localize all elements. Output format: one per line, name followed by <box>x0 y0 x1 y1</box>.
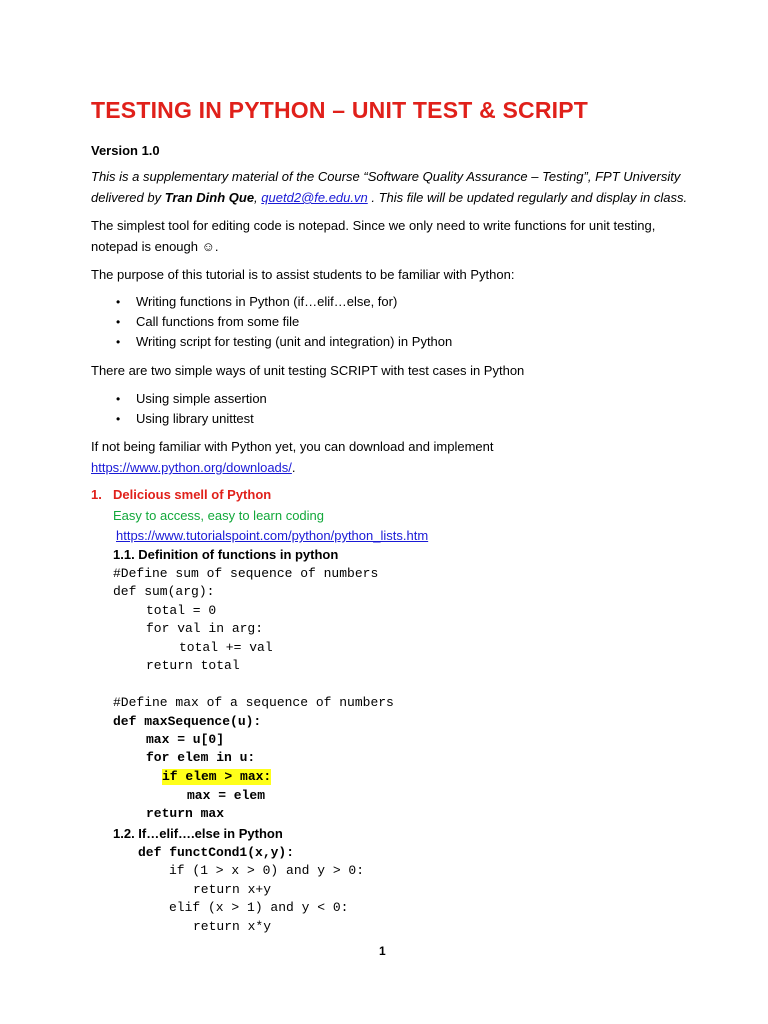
tool-line-1: The simplest tool for editing code is notepad. Since we only need to write functions for unit testing, <box>91 218 656 233</box>
version-label: Version 1.0 <box>91 143 160 158</box>
list-item: Call functions from some file <box>136 314 300 329</box>
intro-comma: , <box>254 190 262 205</box>
intro-line-1: This is a supplementary material of the Course “Software Quality Assurance – Testing”, FPT University <box>91 169 681 184</box>
section-1-number: 1. <box>91 487 102 502</box>
download-line: If not being familiar with Python yet, you can download and implement <box>91 439 494 454</box>
python-download-link[interactable]: https://www.python.org/downloads/ <box>91 460 292 475</box>
list-item: Writing script for testing (unit and integration) in Python <box>136 334 453 349</box>
code-line: return total <box>146 658 240 673</box>
tutorialspoint-link[interactable]: https://www.tutorialspoint.com/python/python_lists.htm <box>116 528 429 543</box>
bullet-icon: • <box>116 335 121 349</box>
code-line: for val in arg: <box>146 621 264 636</box>
code-line: #Define sum of sequence of numbers <box>113 566 379 581</box>
page-number: 1 <box>379 944 386 958</box>
code-line: max = u[0] <box>146 732 225 747</box>
bullet-icon: • <box>116 315 121 329</box>
bullet-icon: • <box>116 392 121 406</box>
code-line: total = 0 <box>146 603 217 618</box>
code-line: elif (x > 1) and y < 0: <box>169 900 349 915</box>
email-link[interactable]: quetd2@fe.edu.vn <box>261 190 368 205</box>
intro-prefix: delivered by <box>91 190 165 205</box>
tool-line-2: notepad is enough ☺. <box>91 239 219 254</box>
list-item: Writing functions in Python (if…elif…else, for) <box>136 294 398 309</box>
section-1-subtitle: Easy to access, easy to learn coding <box>113 508 325 523</box>
code-line: return max <box>146 806 225 821</box>
code-line: return x*y <box>193 919 272 934</box>
list-item: Using library unittest <box>136 411 254 426</box>
author-name: Tran Dinh Que <box>164 190 255 205</box>
document-title: TESTING IN PYTHON – UNIT TEST & SCRIPT <box>91 97 589 123</box>
list-item: Using simple assertion <box>136 391 267 406</box>
download-suffix: . <box>291 460 296 475</box>
ways-intro: There are two simple ways of unit testing SCRIPT with test cases in Python <box>91 363 525 378</box>
code-line: max = elem <box>187 788 266 803</box>
bullet-icon: • <box>116 295 121 309</box>
intro-suffix: . This file will be updated regularly and display in class. <box>367 190 688 205</box>
code-line: return x+y <box>193 882 272 897</box>
intro-line-2 <box>91 190 687 206</box>
code-line: def maxSequence(u): <box>113 714 262 729</box>
highlighted-code-line: if elem > max: <box>162 769 272 784</box>
code-line: def sum(arg): <box>113 584 215 599</box>
code-line: total += val <box>179 640 273 655</box>
subsection-1-1: 1.1. Definition of functions in python <box>113 547 339 562</box>
section-1-title: Delicious smell of Python <box>113 487 272 502</box>
subsection-1-2: 1.2. If…elif….else in Python <box>113 826 283 841</box>
download-link-line <box>91 460 296 476</box>
code-line: def functCond1(x,y): <box>138 845 295 860</box>
code-line: #Define max of a sequence of numbers <box>113 695 394 710</box>
code-line: for elem in u: <box>146 750 256 765</box>
code-line: if (1 > x > 0) and y > 0: <box>169 863 365 878</box>
purpose-text: The purpose of this tutorial is to assist students to be familiar with Python: <box>91 267 515 282</box>
bullet-icon: • <box>116 412 121 426</box>
